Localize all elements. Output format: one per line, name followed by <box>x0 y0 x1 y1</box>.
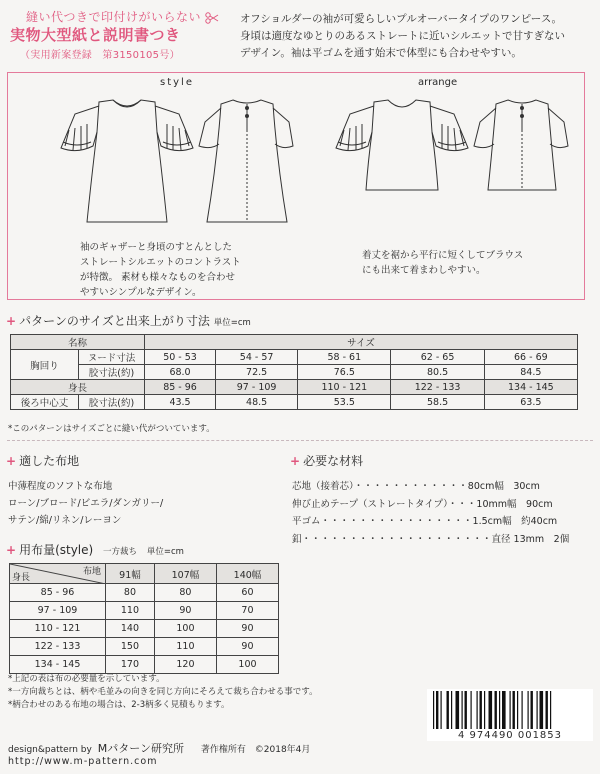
yardage-heading: + 用布量(style) 一方裁ち 単位=cm <box>6 543 184 557</box>
size-table-note: *このパターンはサイズごとに縫い代がついています。 <box>8 424 215 434</box>
barcode-bar <box>531 691 533 729</box>
table-cell: 97 - 109 <box>216 380 298 395</box>
row-bust: 胸回り <box>11 350 79 380</box>
barcode-bar <box>477 691 478 729</box>
table-cell: 85 - 96 <box>145 380 216 395</box>
col-name: 名称 <box>11 335 145 350</box>
table-row: 122 - 133 150 110 90 <box>10 638 279 656</box>
materials-heading: + 必要な材料 <box>290 454 364 468</box>
list-item: 平ゴム・・・・・・・・・・・・・・・・1.5cm幅 約40cm <box>292 516 558 527</box>
barcode-bar <box>522 691 523 729</box>
credit: design&pattern by Mパターン研究所 著作権所有 ©2018年4月 <box>8 742 311 755</box>
barcode-bar <box>510 691 511 729</box>
materials-list <box>292 478 569 548</box>
barcode-bar <box>465 691 467 729</box>
row-nude: ヌード寸法 <box>79 350 145 365</box>
table-cell: 134 - 145 <box>484 380 577 395</box>
style-note: 袖のギャザーと身頃のすとんとした ストレートシルエットのコントラスト が特徴。 素材も様々なものを合わせ やすいシンプルなデザイン。 <box>80 242 241 298</box>
barcode-bar <box>513 691 515 729</box>
barcode-bar <box>436 691 438 729</box>
barcode-bars <box>427 691 593 731</box>
table-cell: 62 - 65 <box>391 350 484 365</box>
col-width: 107幅 <box>154 564 216 584</box>
col-size: サイズ <box>145 335 578 350</box>
fabric-heading: + 適した布地 <box>6 454 80 468</box>
barcode-bar <box>499 691 500 729</box>
table-cell: 110 - 121 <box>298 380 391 395</box>
table-row: 85 - 96 80 80 60 <box>10 584 279 602</box>
header-tagline: 縫い代つきで印付けがいらない <box>26 8 219 25</box>
table-cell: 43.5 <box>145 395 216 410</box>
table-cell: 53.5 <box>298 395 391 410</box>
table-cell: 80.5 <box>391 365 484 380</box>
table-row: 97 - 109 110 90 70 <box>10 602 279 620</box>
row-height: 身長 <box>11 380 145 395</box>
header-patent: （実用新案登録 第3150105号） <box>20 50 180 61</box>
barcode-bar <box>447 691 449 729</box>
barcode-bar <box>451 691 452 729</box>
table-row: 134 - 145 170 120 100 <box>10 656 279 674</box>
col-width: 140幅 <box>216 564 278 584</box>
barcode-bar <box>456 691 460 729</box>
barcode-bar <box>546 691 548 729</box>
size-table <box>10 334 578 410</box>
table-cell: 54 - 57 <box>216 350 298 365</box>
divider <box>7 440 593 441</box>
list-item: 釦・・・・・・・・・・・・・・・・・・・・直径 13mm 2個 <box>292 533 570 545</box>
yardage-corner: 布地 身長 <box>10 564 106 584</box>
scissors-icon <box>205 12 219 24</box>
barcode-bar <box>495 691 497 729</box>
row-finished-back: 胶寸法(約) <box>79 395 145 410</box>
barcode-bar <box>462 691 463 729</box>
row-finished: 胶寸法(約) <box>79 365 145 380</box>
yardage-cut-note: 一方裁ち <box>103 547 138 557</box>
yardage-notes: *上記の表は布の必要量を示しています。 *一方向裁ちとは、柄や毛並みの向きを同じ方向にそろえて裁ち合わせる事です。 *柄合わせのある布地の場合は、2-3柄多く見積もります。 <box>8 674 318 710</box>
barcode-bar <box>540 691 544 729</box>
style-dress-illustration <box>55 92 295 232</box>
barcode-bar <box>550 691 551 729</box>
style-label: style <box>160 77 194 88</box>
table-cell: 76.5 <box>298 365 391 380</box>
list-item: 芯地（接着芯）・・・・・・・・・・・・80cm幅 30cm <box>292 481 540 492</box>
website-url: http://www.m-pattern.com <box>8 756 158 767</box>
arrange-label: arrange <box>418 77 458 88</box>
table-cell: 58.5 <box>391 395 484 410</box>
arrange-note: 着丈を裾から平行に短くしてブラウス にも出来て着まわしやすい。 <box>362 250 524 276</box>
list-item: 伸び止めテープ（ストレートタイプ）・・・10mm幅 90cm <box>292 498 553 510</box>
barcode-bar <box>471 691 472 729</box>
barcode-bar <box>484 691 485 729</box>
barcode-bar <box>480 691 482 729</box>
arrange-blouse-illustration <box>330 92 570 202</box>
table-cell: 50 - 53 <box>145 350 216 365</box>
barcode <box>427 689 593 741</box>
barcode-bar <box>528 691 529 729</box>
barcode-bar <box>502 691 506 729</box>
product-description: オフショルダーの袖が可愛らしいプルオーバータイプのワンピース。 身頃は適度なゆとりのあるストレートに近いシルエットで甘すぎない デザイン。袖は平ゴムを通す始末で体型にも合わせやすい。 <box>240 13 566 59</box>
barcode-bar <box>489 691 493 729</box>
size-table-heading: + パターンのサイズと出来上がり寸法 単位=cm <box>6 314 251 328</box>
table-cell: 72.5 <box>216 365 298 380</box>
barcode-number: 4 974490 001853 <box>457 730 563 741</box>
barcode-bar <box>517 691 518 729</box>
fabric-list: 中薄程度のソフトな布地 ローン/ブロード/ビエラ/ダンガリー/ サテン/綿/リネン/レーヨン <box>8 481 164 526</box>
yardage-unit: 単位=cm <box>146 547 184 557</box>
col-width: 91幅 <box>106 564 155 584</box>
row-back: 後ろ中心丈 <box>11 395 79 410</box>
barcode-bar <box>537 691 538 729</box>
table-cell: 58 - 61 <box>298 350 391 365</box>
barcode-bar <box>433 691 434 729</box>
header-title: 実物大型紙と説明書つき <box>10 26 181 44</box>
table-cell: 122 - 133 <box>391 380 484 395</box>
table-cell: 63.5 <box>484 395 577 410</box>
table-cell: 48.5 <box>216 395 298 410</box>
barcode-bar <box>441 691 442 729</box>
table-cell: 68.0 <box>145 365 216 380</box>
table-cell: 66 - 69 <box>484 350 577 365</box>
size-table-unit: 単位=cm <box>213 318 251 328</box>
yardage-table <box>9 563 279 674</box>
table-cell: 84.5 <box>484 365 577 380</box>
table-row: 110 - 121 140 100 90 <box>10 620 279 638</box>
